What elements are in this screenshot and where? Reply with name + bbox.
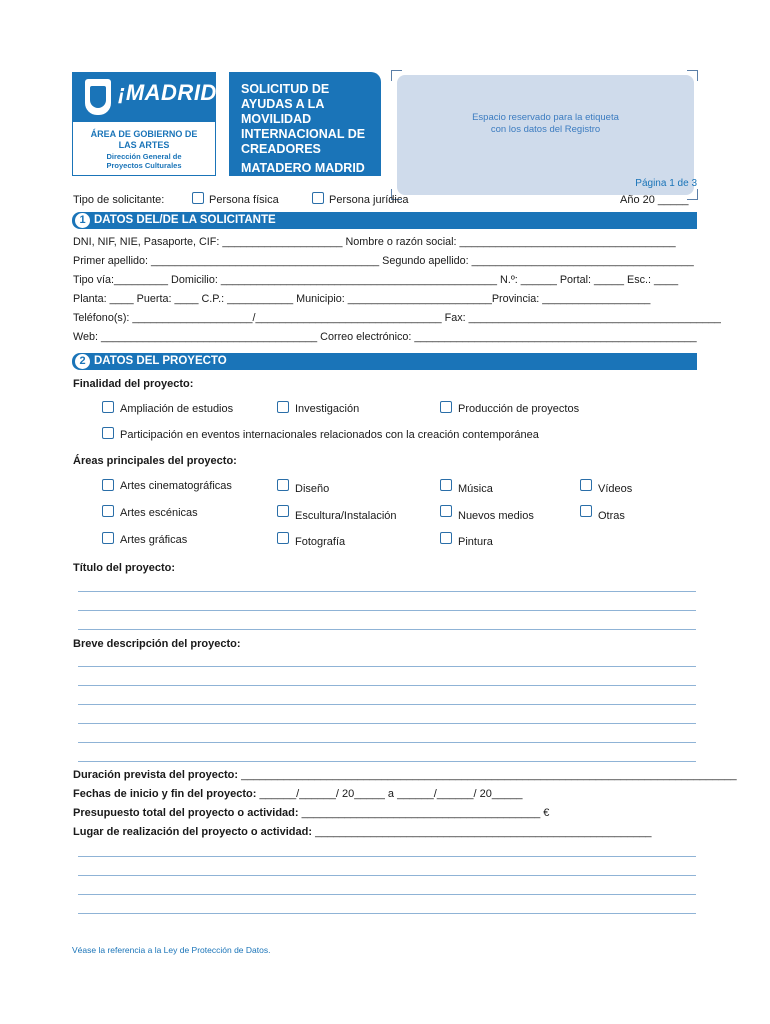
area-design-label: Diseño [295,483,330,495]
section-2-number: 2 [75,354,90,369]
section-1-number: 1 [75,213,90,228]
form-title [241,82,379,176]
duration-label: Duración prevista del proyecto: [73,769,239,781]
madrid-logo-text: ¡MADRID! [118,80,225,105]
area-music-checkbox[interactable] [440,479,452,491]
applicant-type-label: Tipo de solicitante: [73,194,165,206]
registry-line1: Espacio reservado para la etiqueta [472,112,619,123]
title-line-5: CREADORES [241,142,321,156]
area-film-checkbox[interactable] [102,479,114,491]
description-field-line[interactable] [78,742,696,743]
year-field[interactable]: Año 20 _____ [620,194,689,206]
area-title [76,129,212,151]
description-field-line[interactable] [78,723,696,724]
description-field-line[interactable] [78,666,696,667]
surnames-line[interactable]: Primer apellido: ______________________________________ Segundo apellido: _____________________________________ [73,255,694,267]
area-graphic-checkbox[interactable] [102,532,114,544]
section-1-title: DATOS DEL/DE LA SOLICITANTE [94,214,276,226]
corner-mark-tr [687,70,698,81]
description-field-line[interactable] [78,685,696,686]
area-newmedia-label: Nuevos medios [458,510,534,522]
area-painting-checkbox[interactable] [440,532,452,544]
area-title-line2: LAS ARTES [118,140,170,150]
area-design-checkbox[interactable] [277,479,289,491]
web-email-line[interactable]: Web: ____________________________________ Correo electrónico: _______________________________________________ [73,331,697,343]
location-field-line[interactable] [78,875,696,876]
description-field-line[interactable] [78,761,696,762]
purpose-research-label: Investigación [295,403,360,415]
purpose-production-checkbox[interactable] [440,401,452,413]
registry-line2: con los datos del Registro [490,124,601,135]
duration-row [73,768,737,782]
area-performing-label: Artes escénicas [120,507,198,519]
section-2-title: DATOS DEL PROYECTO [94,355,227,367]
project-title-field-line[interactable] [78,629,696,630]
location-line[interactable]: Planta: ____ Puerta: ____ C.P.: ___________ Municipio: ________________________Provincia: __________________ [73,293,651,305]
purpose-production-label: Producción de proyectos [458,403,580,415]
corner-mark-tl [391,70,402,81]
location-label: Lugar de realización del proyecto o actividad: [73,826,313,838]
budget-label: Presupuesto total del proyecto o actividad: [73,807,299,819]
area-newmedia-checkbox[interactable] [440,505,452,517]
area-performing-checkbox[interactable] [102,505,114,517]
location-field[interactable]: _______________________________________________________ [315,826,652,838]
natural-person-label: Persona física [209,194,279,206]
area-sculpture-checkbox[interactable] [277,505,289,517]
dates-label: Fechas de inicio y fin del proyecto: [73,788,257,800]
budget-field[interactable]: _______________________________________ € [301,807,550,819]
legal-person-checkbox[interactable] [312,192,324,204]
area-photo-label: Fotografía [295,536,346,548]
location-field-line[interactable] [78,856,696,857]
purpose-label: Finalidad del proyecto: [73,378,194,390]
legal-person-label: Persona jurídica [329,194,409,206]
area-other-checkbox[interactable] [580,505,592,517]
page-number: Página 1 de 3 [635,178,697,189]
duration-field[interactable]: _________________________________________________________________________________ [241,769,737,781]
area-painting-label: Pintura [458,536,493,548]
address-line[interactable]: Tipo vía:_________ Domicilio: ______________________________________________ N.º: ______ Portal: _____ Esc.: ____ [73,274,679,286]
area-graphic-label: Artes gráficas [120,534,188,546]
description-label: Breve descripción del proyecto: [73,638,241,650]
budget-row [73,806,549,820]
section-2-header [72,353,697,370]
title-line-1: SOLICITUD DE [241,82,330,96]
location-row [73,825,652,839]
phone-fax-line[interactable]: Teléfono(s): ____________________/_______________________________ Fax: __________________________________________ [73,312,721,324]
location-field-line[interactable] [78,913,696,914]
area-sub-line2: Proyectos Culturales [106,161,182,170]
purpose-research-checkbox[interactable] [277,401,289,413]
section-1-header [72,212,697,229]
purpose-events-checkbox[interactable] [102,427,114,439]
purpose-events-label: Participación en eventos internacionales relacionados con la creación contemporánea [120,429,539,441]
area-sub-line1: Dirección General de [106,152,182,161]
city-crest-inner [90,86,106,108]
title-line-2: AYUDAS A LA [241,97,325,111]
project-title-field-line[interactable] [78,610,696,611]
areas-label: Áreas principales del proyecto: [73,455,237,467]
dates-field[interactable]: ______/______/ 20_____ a ______/______/ 20_____ [259,788,523,800]
area-other-label: Otras [598,510,625,522]
area-film-label: Artes cinematográficas [120,480,232,492]
purpose-studies-checkbox[interactable] [102,401,114,413]
area-title-line1: ÁREA DE GOBIERNO DE [90,129,198,139]
area-music-label: Música [458,483,493,495]
registry-label-text [397,112,694,136]
project-title-label: Título del proyecto: [73,562,176,574]
area-video-label: Vídeos [598,483,633,495]
purpose-studies-label: Ampliación de estudios [120,403,234,415]
title-line-4: INTERNACIONAL DE [241,127,366,141]
title-line-3: MOVILIDAD [241,112,312,126]
natural-person-checkbox[interactable] [192,192,204,204]
location-field-line[interactable] [78,894,696,895]
area-subtitle [76,152,212,170]
area-video-checkbox[interactable] [580,479,592,491]
area-sculpture-label: Escultura/Instalación [295,510,397,522]
area-photo-checkbox[interactable] [277,532,289,544]
data-protection-note[interactable]: Véase la referencia a la Ley de Protección de Datos. [72,945,271,955]
dates-row [73,787,522,801]
description-field-line[interactable] [78,704,696,705]
title-sub: MATADERO MADRID [241,161,365,175]
id-number-line[interactable]: DNI, NIF, NIE, Pasaporte, CIF: ____________________ Nombre o razón social: ____________________________________ [73,236,676,248]
project-title-field-line[interactable] [78,591,696,592]
